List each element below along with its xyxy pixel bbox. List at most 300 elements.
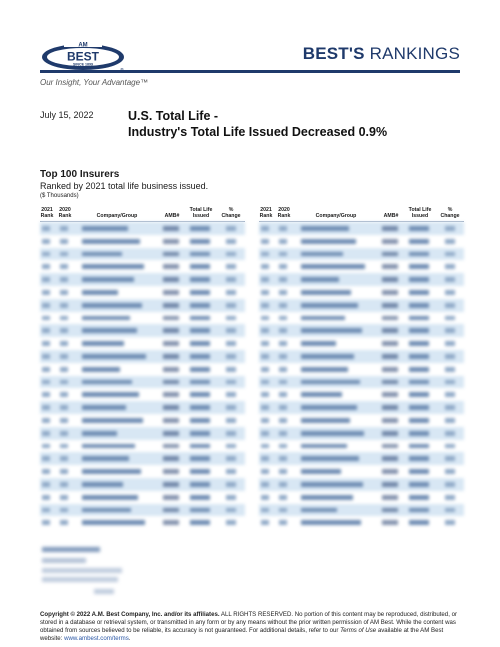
blurred-cell xyxy=(226,226,236,231)
section-units: ($ Thousands) xyxy=(40,193,79,199)
blurred-cell xyxy=(445,469,455,474)
blurred-cell xyxy=(301,290,351,295)
blurred-cell xyxy=(409,264,429,269)
blurred-cell xyxy=(382,316,398,321)
blurred-cell xyxy=(42,354,50,359)
col-2021-rank-line1: 2021 xyxy=(260,207,272,213)
blurred-cell xyxy=(60,354,68,359)
table-row xyxy=(259,427,464,440)
blurred-cell xyxy=(163,380,179,385)
blurred-cell xyxy=(261,367,269,372)
blurred-cell xyxy=(279,354,287,359)
blurred-cell xyxy=(301,264,365,269)
blurred-cell xyxy=(190,431,210,436)
table-row xyxy=(259,376,464,389)
col-pct-change xyxy=(220,207,242,219)
blurred-cell xyxy=(163,239,179,244)
table-row xyxy=(40,248,245,261)
col-2020-rank-line2: Rank xyxy=(277,213,291,219)
blurred-cell xyxy=(42,482,50,487)
blurred-cell xyxy=(279,418,287,423)
blurred-cell xyxy=(42,341,50,346)
terms-link[interactable]: www.ambest.com/terms xyxy=(64,635,129,642)
table-row xyxy=(40,504,245,517)
blurred-cell xyxy=(409,354,429,359)
blurred-cell xyxy=(279,456,287,461)
blurred-footnote-box xyxy=(40,545,132,597)
ranking-light: RANKINGS xyxy=(369,44,460,63)
blurred-cell xyxy=(382,495,398,500)
blurred-cell xyxy=(190,520,210,525)
rankings-table-right xyxy=(259,203,464,530)
blurred-cell xyxy=(226,328,236,333)
blurred-cell xyxy=(82,418,143,423)
blurred-cell xyxy=(261,482,269,487)
blurred-cell xyxy=(301,444,347,449)
blurred-cell xyxy=(42,367,50,372)
blurred-cell xyxy=(279,392,287,397)
blurred-cell xyxy=(445,341,455,346)
report-title-line1: U.S. Total Life - xyxy=(128,109,219,123)
blurred-cell xyxy=(445,456,455,461)
blurred-cell xyxy=(42,520,50,525)
blurred-cell xyxy=(279,520,287,525)
blurred-cell xyxy=(82,469,141,474)
blurred-cell xyxy=(301,328,362,333)
blurred-cell xyxy=(163,405,179,410)
blurred-cell xyxy=(82,328,137,333)
blurred-cell xyxy=(42,303,50,308)
blurred-cell xyxy=(261,431,269,436)
blurred-cell xyxy=(60,380,68,385)
blurred-cell xyxy=(301,380,360,385)
blurred-cell xyxy=(301,456,359,461)
blurred-cell xyxy=(382,380,398,385)
blurred-cell xyxy=(382,367,398,372)
table-row xyxy=(259,337,464,350)
blurred-cell xyxy=(409,290,429,295)
blurred-cell xyxy=(382,264,398,269)
col-total-life xyxy=(186,207,216,219)
blurred-cell xyxy=(261,239,269,244)
blurred-cell xyxy=(42,495,50,500)
col-2021-rank-line1: 2021 xyxy=(41,207,53,213)
table-row xyxy=(40,516,245,529)
blurred-cell xyxy=(301,367,348,372)
col-company: Company/Group xyxy=(96,213,138,219)
copyright-end: . xyxy=(128,635,131,642)
blurred-cell xyxy=(60,264,68,269)
blurred-cell xyxy=(279,264,287,269)
blurred-cell xyxy=(445,520,455,525)
blurred-cell xyxy=(301,508,337,513)
blurred-cell xyxy=(261,277,269,282)
blurred-cell xyxy=(42,456,50,461)
table-row xyxy=(259,414,464,427)
blurred-cell xyxy=(190,303,210,308)
blurred-cell xyxy=(226,495,236,500)
blurred-cell xyxy=(60,328,68,333)
col-pct-line1: % xyxy=(447,207,453,213)
col-2020-rank-line1: 2020 xyxy=(59,207,71,213)
blurred-cell xyxy=(82,456,129,461)
table-row xyxy=(259,452,464,465)
ranking-bold: BEST'S xyxy=(302,44,365,63)
blurred-cell xyxy=(163,444,179,449)
blurred-cell xyxy=(261,341,269,346)
blurred-cell xyxy=(190,418,210,423)
blurred-cell xyxy=(409,303,429,308)
table-row xyxy=(259,440,464,453)
blurred-cell xyxy=(445,482,455,487)
blurred-cell xyxy=(301,303,358,308)
blurred-cell xyxy=(226,469,236,474)
blurred-cell xyxy=(445,418,455,423)
blurred-cell xyxy=(445,367,455,372)
blurred-cell xyxy=(382,341,398,346)
blurred-cell xyxy=(261,380,269,385)
blurred-cell xyxy=(279,303,287,308)
blurred-cell xyxy=(261,290,269,295)
col-2021-rank-line2: Rank xyxy=(40,213,54,219)
blurred-cell xyxy=(409,495,429,500)
blurred-cell xyxy=(42,392,50,397)
blurred-cell xyxy=(261,469,269,474)
blurred-cell xyxy=(301,226,349,231)
blurred-cell xyxy=(301,431,364,436)
blurred-cell xyxy=(445,290,455,295)
blurred-cell xyxy=(279,508,287,513)
blurred-cell xyxy=(42,431,50,436)
terms-of-use: Terms of Use xyxy=(340,627,377,634)
blurred-cell xyxy=(226,367,236,372)
blurred-cell xyxy=(261,303,269,308)
blurred-cell xyxy=(261,444,269,449)
table-row xyxy=(259,465,464,478)
blurred-cell xyxy=(226,482,236,487)
table-row xyxy=(40,273,245,286)
blurred-cell xyxy=(409,367,429,372)
blurred-cell xyxy=(190,290,210,295)
blurred-cell xyxy=(82,264,144,269)
col-2020-rank-line2: Rank xyxy=(58,213,72,219)
table-row xyxy=(40,222,245,235)
col-2021-rank xyxy=(40,207,54,219)
blurred-cell xyxy=(82,367,120,372)
blurred-cell xyxy=(60,316,68,321)
blurred-cell xyxy=(42,405,50,410)
blurred-cell xyxy=(60,239,68,244)
blurred-cell xyxy=(60,508,68,513)
table-rows-blurred xyxy=(259,222,464,530)
blurred-cell xyxy=(190,392,210,397)
blurred-cell xyxy=(382,418,398,423)
blurred-cell xyxy=(190,380,210,385)
blurred-cell xyxy=(445,431,455,436)
blurred-cell xyxy=(279,482,287,487)
blurred-cell xyxy=(42,444,50,449)
blurred-cell xyxy=(190,328,210,333)
blurred-cell xyxy=(409,520,429,525)
blurred-cell xyxy=(261,264,269,269)
tagline: Our Insight, Your Advantage™ xyxy=(40,78,149,87)
table-header xyxy=(259,203,464,221)
copyright-notice xyxy=(40,611,462,643)
blurred-cell xyxy=(261,495,269,500)
blurred-cell xyxy=(445,264,455,269)
blurred-cell xyxy=(409,316,429,321)
table-row xyxy=(259,504,464,517)
blurred-cell xyxy=(60,456,68,461)
col-pct-line2: Change xyxy=(221,213,241,219)
table-row xyxy=(40,337,245,350)
blurred-cell xyxy=(226,520,236,525)
blurred-cell xyxy=(163,341,179,346)
blurred-cell xyxy=(190,495,210,500)
blurred-cell xyxy=(409,418,429,423)
table-row xyxy=(40,465,245,478)
blurred-cell xyxy=(301,469,341,474)
table-row xyxy=(259,248,464,261)
blurred-cell xyxy=(82,277,134,282)
logo-bottom-text: SINCE 1899 xyxy=(73,62,93,67)
blurred-cell xyxy=(42,328,50,333)
blurred-cell xyxy=(226,380,236,385)
blurred-cell xyxy=(190,354,210,359)
header-divider xyxy=(40,70,460,73)
table-row xyxy=(259,299,464,312)
blurred-cell xyxy=(82,431,117,436)
blurred-cell xyxy=(42,252,50,257)
col-company: Company/Group xyxy=(315,213,357,219)
blurred-cell xyxy=(301,520,361,525)
blurred-cell xyxy=(279,380,287,385)
blurred-cell xyxy=(190,264,210,269)
col-2020-rank xyxy=(276,207,292,219)
blurred-cell xyxy=(382,482,398,487)
blurred-cell xyxy=(163,303,179,308)
blurred-cell xyxy=(382,252,398,257)
blurred-cell xyxy=(82,392,139,397)
bests-rankings-heading xyxy=(303,44,460,64)
blurred-cell xyxy=(382,290,398,295)
blurred-cell xyxy=(42,277,50,282)
col-total-life-line1: Total Life xyxy=(189,207,213,213)
blurred-cell xyxy=(226,354,236,359)
blurred-cell xyxy=(226,456,236,461)
blurred-cell xyxy=(163,431,179,436)
blurred-cell xyxy=(82,380,132,385)
blurred-cell xyxy=(301,277,339,282)
blurred-cell xyxy=(190,277,210,282)
table-row xyxy=(259,273,464,286)
table-row xyxy=(259,350,464,363)
blurred-cell xyxy=(445,495,455,500)
col-amb: AMB# xyxy=(383,213,399,219)
blurred-cell xyxy=(163,508,179,513)
blurred-cell xyxy=(163,469,179,474)
blurred-cell xyxy=(409,469,429,474)
blurred-cell xyxy=(409,456,429,461)
blurred-cell xyxy=(190,226,210,231)
blurred-cell xyxy=(445,303,455,308)
blurred-cell xyxy=(82,239,140,244)
blurred-cell xyxy=(60,252,68,257)
logo-brand-text: BEST xyxy=(66,49,100,64)
blurred-cell xyxy=(279,239,287,244)
blurred-cell xyxy=(226,392,236,397)
blurred-cell xyxy=(382,303,398,308)
blurred-cell xyxy=(82,508,131,513)
blurred-cell xyxy=(42,290,50,295)
blurred-cell xyxy=(226,303,236,308)
table-row xyxy=(259,388,464,401)
blurred-cell xyxy=(82,444,135,449)
blurred-cell xyxy=(409,277,429,282)
blurred-cell xyxy=(409,444,429,449)
col-total-life-line2: Issued xyxy=(411,213,429,219)
blurred-cell xyxy=(261,316,269,321)
blurred-cell xyxy=(163,482,179,487)
blurred-cell xyxy=(42,264,50,269)
blurred-cell xyxy=(226,341,236,346)
table-row xyxy=(40,235,245,248)
blurred-cell xyxy=(82,226,128,231)
blurred-cell xyxy=(226,239,236,244)
blurred-cell xyxy=(60,290,68,295)
blurred-cell xyxy=(409,328,429,333)
blurred-cell xyxy=(42,469,50,474)
col-total-life-line2: Issued xyxy=(192,213,210,219)
blurred-cell xyxy=(261,252,269,257)
blurred-cell xyxy=(190,405,210,410)
blurred-cell xyxy=(409,226,429,231)
blurred-cell xyxy=(190,316,210,321)
blurred-cell xyxy=(301,418,350,423)
blurred-cell xyxy=(226,316,236,321)
copyright-bold: Copyright © 2022 A.M. Best Company, Inc. and/or its affiliates. xyxy=(40,611,220,618)
blurred-cell xyxy=(409,392,429,397)
col-pct-line2: Change xyxy=(440,213,460,219)
table-row xyxy=(259,260,464,273)
blurred-cell xyxy=(190,239,210,244)
blurred-cell xyxy=(445,508,455,513)
blurred-cell xyxy=(409,252,429,257)
blurred-cell xyxy=(261,508,269,513)
blurred-cell xyxy=(60,392,68,397)
blurred-cell xyxy=(163,316,179,321)
blurred-cell xyxy=(226,405,236,410)
blurred-cell xyxy=(226,252,236,257)
blurred-cell xyxy=(60,367,68,372)
blurred-cell xyxy=(261,405,269,410)
table-row xyxy=(40,299,245,312)
blurred-cell xyxy=(163,367,179,372)
blurred-cell xyxy=(163,418,179,423)
table-row xyxy=(40,286,245,299)
blurred-cell xyxy=(382,444,398,449)
blurred-cell xyxy=(261,392,269,397)
table-row xyxy=(259,286,464,299)
col-pct-change xyxy=(439,207,461,219)
blurred-cell xyxy=(382,431,398,436)
report-title-line2: Industry's Total Life Issued Decreased 0.9% xyxy=(128,125,388,139)
blurred-cell xyxy=(163,328,179,333)
blurred-cell xyxy=(301,252,343,257)
blurred-cell xyxy=(226,264,236,269)
table-row xyxy=(40,324,245,337)
table-row xyxy=(259,491,464,504)
blurred-cell xyxy=(42,239,50,244)
col-amb: AMB# xyxy=(164,213,180,219)
table-row xyxy=(40,350,245,363)
blurred-cell xyxy=(190,456,210,461)
blurred-cell xyxy=(163,392,179,397)
table-row xyxy=(40,478,245,491)
blurred-cell xyxy=(163,290,179,295)
blurred-cell xyxy=(409,508,429,513)
col-total-life xyxy=(405,207,435,219)
blurred-cell xyxy=(301,239,356,244)
blurred-cell xyxy=(163,354,179,359)
blurred-cell xyxy=(226,290,236,295)
blurred-cell xyxy=(42,316,50,321)
table-row xyxy=(40,427,245,440)
blurred-cell xyxy=(190,444,210,449)
blurred-cell xyxy=(279,469,287,474)
am-best-logo xyxy=(40,38,126,74)
blurred-cell xyxy=(60,303,68,308)
rankings-table-left xyxy=(40,203,245,530)
table-row xyxy=(40,312,245,325)
blurred-cell xyxy=(60,520,68,525)
table-row xyxy=(40,491,245,504)
copyright-tail: available at the AM Best website: xyxy=(40,627,444,642)
blurred-cell xyxy=(279,341,287,346)
blurred-cell xyxy=(279,328,287,333)
blurred-cell xyxy=(382,508,398,513)
blurred-cell xyxy=(409,431,429,436)
blurred-cell xyxy=(190,469,210,474)
blurred-cell xyxy=(409,239,429,244)
blurred-cell xyxy=(261,328,269,333)
blurred-cell xyxy=(382,354,398,359)
table-row xyxy=(40,414,245,427)
blurred-cell xyxy=(279,431,287,436)
blurred-cell xyxy=(382,277,398,282)
col-total-life-line1: Total Life xyxy=(408,207,432,213)
blurred-cell xyxy=(60,495,68,500)
table-row xyxy=(40,401,245,414)
blurred-cell xyxy=(163,456,179,461)
blurred-cell xyxy=(82,303,142,308)
blurred-cell xyxy=(82,495,138,500)
blurred-cell xyxy=(445,316,455,321)
report-date: July 15, 2022 xyxy=(40,110,94,120)
blurred-cell xyxy=(382,226,398,231)
blurred-cell xyxy=(382,405,398,410)
blurred-cell xyxy=(82,316,130,321)
blurred-cell xyxy=(190,341,210,346)
blurred-cell xyxy=(190,482,210,487)
blurred-cell xyxy=(82,341,124,346)
blurred-cell xyxy=(445,239,455,244)
col-2020-rank xyxy=(57,207,73,219)
blurred-cell xyxy=(445,252,455,257)
blurred-cell xyxy=(82,252,122,257)
blurred-cell xyxy=(382,328,398,333)
blurred-cell xyxy=(445,277,455,282)
